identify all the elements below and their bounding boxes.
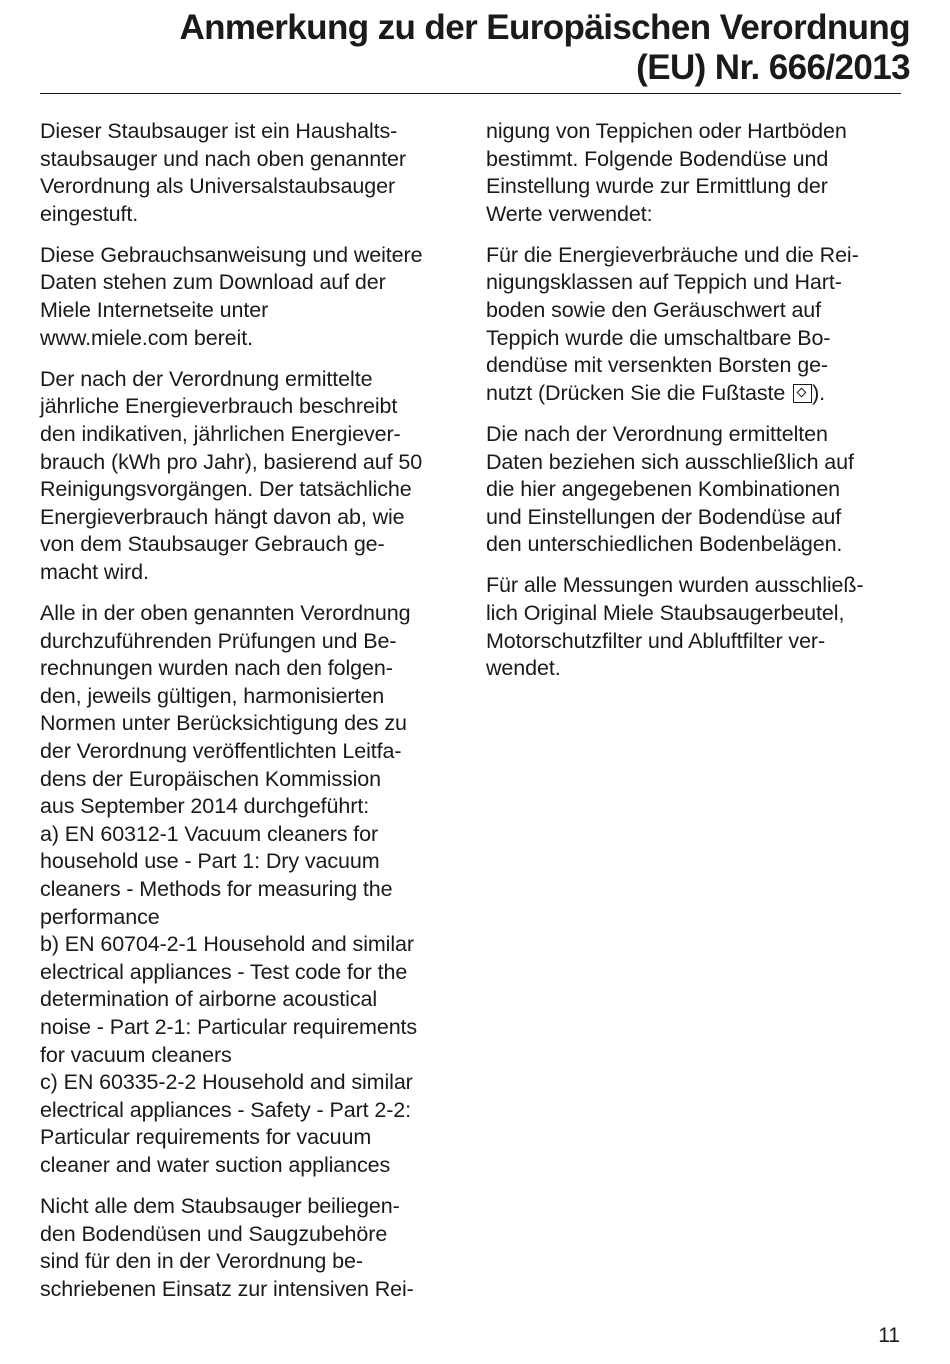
paragraph-energy-consumption (40, 366, 465, 587)
text-line: wendet. (486, 656, 561, 681)
text-segment: ). (812, 380, 826, 405)
text-line: der Verordnung veröffentlichten Leitfa- (40, 738, 402, 763)
paragraph-download (40, 242, 465, 352)
page-number: 11 (878, 1324, 900, 1347)
text-line: nigung von Teppichen oder Hartböden (486, 119, 847, 143)
text-line: den Bodendüsen und Saugzubehöre (40, 1221, 388, 1246)
text-line: macht wird. (40, 559, 149, 584)
text-line: Normen unter Berücksichtigung des zu (40, 711, 407, 736)
text-line: Verordnung als Universalstaubsauger (40, 174, 396, 199)
text-line: dendüse mit versenkten Borsten ge- (486, 353, 828, 378)
header-divider (40, 93, 901, 94)
text-line: for vacuum cleaners (40, 1042, 232, 1067)
left-text-column (40, 118, 465, 1317)
right-text-column (486, 118, 911, 696)
text-line: lich Original Miele Staubsaugerbeutel, (486, 601, 845, 625)
text-line: staubsauger und nach oben genannter (40, 146, 406, 171)
text-line: Daten stehen zum Download auf der (40, 270, 386, 295)
text-line: dens der Europäischen Kommission (40, 766, 381, 791)
text-line: sind für den in der Verordnung be- (40, 1249, 363, 1274)
text-line: boden sowie den Geräuschwert auf (486, 298, 822, 323)
text-line: den, jeweils gültigen, harmonisierten (40, 683, 385, 708)
text-line: determination of airborne acoustical (40, 987, 378, 1012)
text-line: rechnungen wurden nach den folgen- (40, 656, 393, 681)
text-line: household use - Part 1: Dry vacuum (40, 849, 380, 874)
page-title-line-1: Anmerkung zu der Europäischen Verordnung (179, 8, 910, 47)
text-line: Diese Gebrauchsanweisung und weitere (40, 242, 423, 267)
text-line: performance (40, 904, 160, 929)
text-line: von dem Staubsauger Gebrauch ge- (40, 532, 385, 557)
text-line: eingestuft. (40, 201, 139, 226)
text-line: Werte verwendet: (486, 201, 653, 226)
text-line: Der nach der Verordnung ermittelte (40, 366, 373, 391)
text-line-with-icon (486, 380, 911, 408)
paragraph-accessories (40, 1193, 465, 1303)
text-line: b) EN 60704-2-1 Household and similar (40, 932, 414, 957)
paragraph-standards (40, 600, 465, 1179)
text-line: Für die Energieverbräuche und die Rei- (486, 242, 859, 267)
text-segment: nutzt (Drücken Sie die Fußtaste (486, 380, 792, 405)
text-line: Die nach der Verordnung ermittelten (486, 421, 828, 446)
text-line: bestimmt. Folgende Bodendüse und (486, 146, 829, 171)
text-line: Reinigungsvorgängen. Der tatsächliche (40, 477, 412, 502)
text-line: die hier angegebenen Kombinationen (486, 477, 841, 502)
text-line: Nicht alle dem Staubsauger beiliegen- (40, 1193, 400, 1218)
text-line: Einstellung wurde zur Ermittlung der (486, 174, 828, 199)
text-line: durchzuführenden Prüfungen und Be- (40, 628, 397, 653)
text-line: cleaners - Methods for measuring the (40, 876, 393, 901)
paragraph-floor-head-setting (486, 242, 911, 408)
text-line: Teppich wurde die umschaltbare Bo- (486, 325, 831, 350)
text-line: electrical appliances - Test code for the (40, 959, 408, 984)
text-line: www.miele.com bereit. (40, 325, 253, 350)
text-line: Dieser Staubsauger ist ein Haushalts- (40, 119, 398, 143)
text-line: aus September 2014 durchgeführt: (40, 794, 370, 819)
page-header (40, 8, 910, 88)
floor-head-pedal-icon (793, 384, 812, 403)
text-line: c) EN 60335-2-2 Household and similar (40, 1070, 413, 1095)
text-line: Energieverbrauch hängt davon ab, wie (40, 504, 405, 529)
text-line: electrical appliances - Safety - Part 2-2: (40, 1097, 412, 1122)
text-line: noise - Part 2-1: Particular requirements (40, 1014, 418, 1039)
text-line: Motorschutzfilter und Abluftfilter ver- (486, 628, 826, 653)
text-line: Alle in der oben genannten Verordnung (40, 601, 411, 625)
paragraph-accessories-continued (486, 118, 911, 228)
text-line: Particular requirements for vacuum (40, 1125, 372, 1150)
page-title-line-2: (EU) Nr. 666/2013 (636, 48, 910, 87)
paragraph-measurements (486, 572, 911, 682)
paragraph-classification (40, 118, 465, 228)
text-line: a) EN 60312-1 Vacuum cleaners for (40, 821, 379, 846)
text-line: nigungsklassen auf Teppich und Hart- (486, 270, 842, 295)
text-line: Daten beziehen sich ausschließlich auf (486, 449, 854, 474)
text-line: Für alle Messungen wurden ausschließ- (486, 573, 864, 598)
text-line: schriebenen Einsatz zur intensiven Rei- (40, 1276, 414, 1301)
text-line: brauch (kWh pro Jahr), basierend auf 50 (40, 449, 423, 474)
text-line: und Einstellungen der Bodendüse auf (486, 504, 842, 529)
text-line: Miele Internetseite unter (40, 298, 269, 323)
text-line: cleaner and water suction appliances (40, 1152, 391, 1177)
text-line: jährliche Energieverbrauch beschreibt (40, 394, 398, 419)
text-line: den unterschiedlichen Bodenbelägen. (486, 532, 843, 557)
text-line: den indikativen, jährlichen Energiever- (40, 421, 401, 446)
paragraph-data-reference (486, 421, 911, 559)
